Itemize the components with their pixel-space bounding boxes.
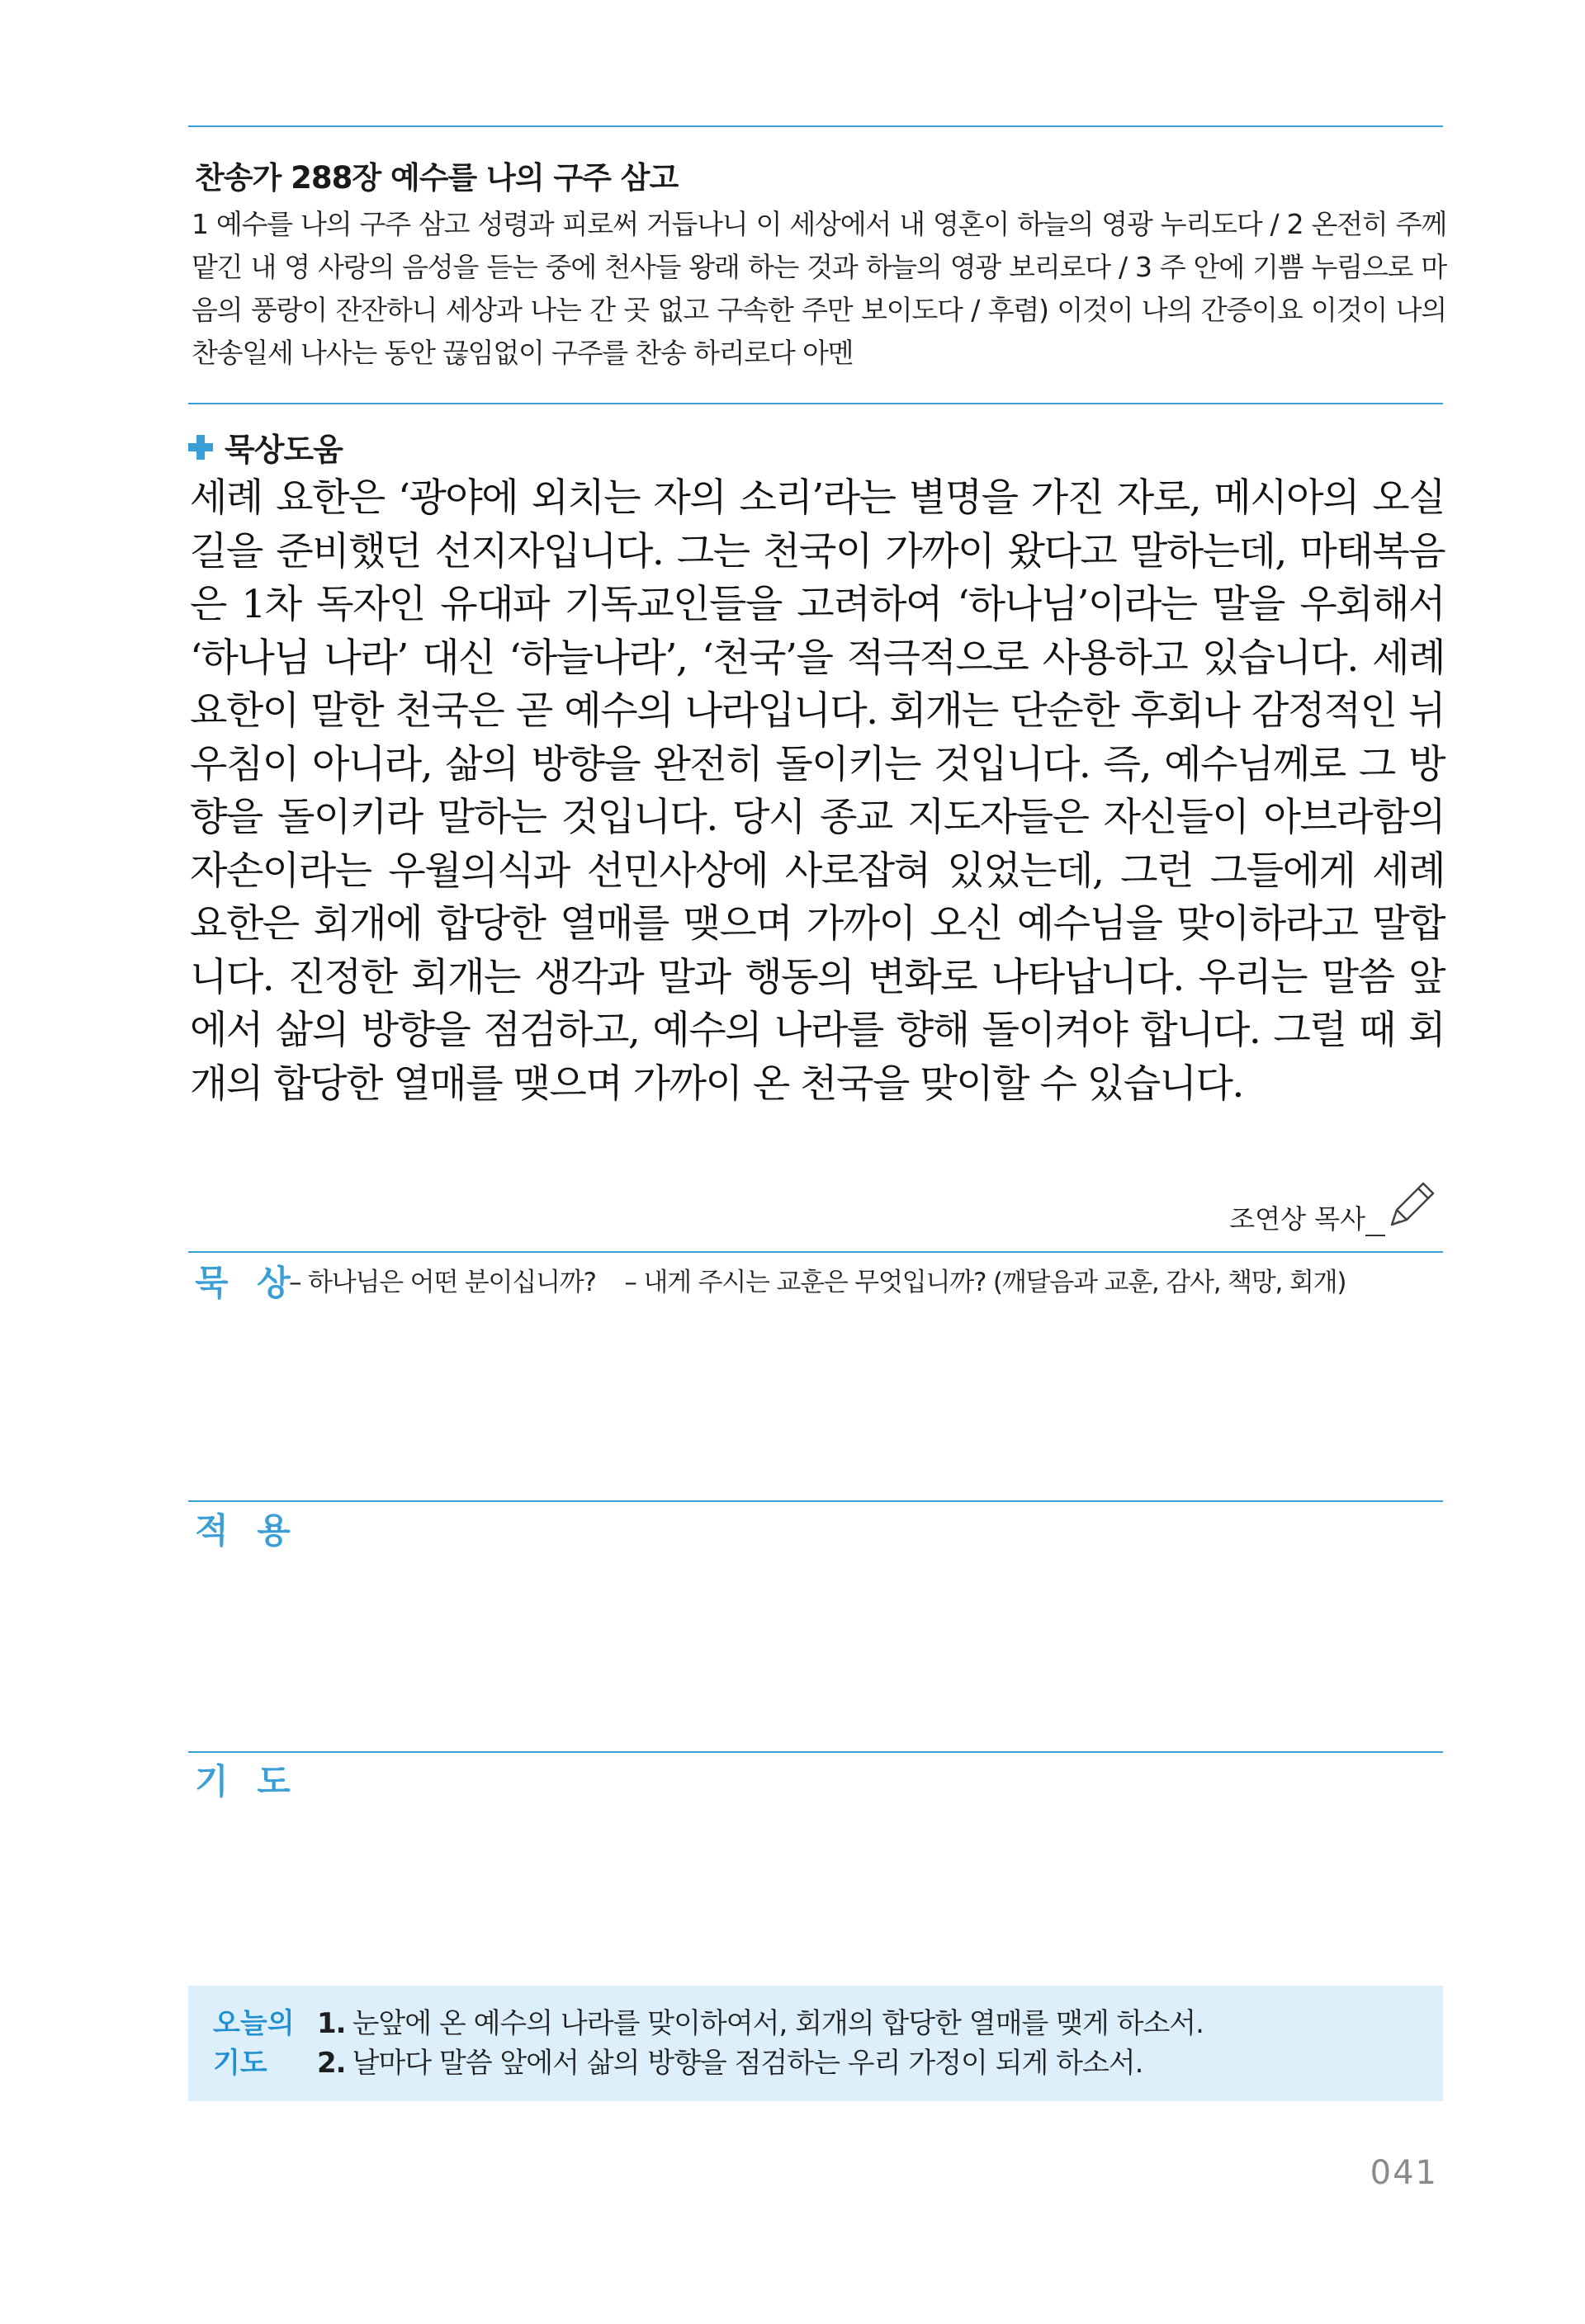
today-prayer-box — [188, 1986, 1443, 2101]
author-name: 조연상 목사 — [1229, 1203, 1365, 1235]
plus-icon — [188, 435, 213, 460]
pray-label: 기 도 — [195, 1761, 299, 1802]
page-number: 041 — [1370, 2154, 1438, 2192]
today-prayer-list — [317, 2004, 1204, 2083]
meditation-help-body: 세례 요한은 ‘광야에 외치는 자의 소리’라는 별명을 가진 자로, 메시아의 오실 길을 준비했던 선지자입니다. 그는 천국이 가까이 왔다고 말하는데, 마태복음은 1차 독자인 유대파 기독교인들을 고려하여 ‘하나님’이라는 말을 우회해서 ‘하나님 나라’ 대신 ‘하늘나라’, ‘천국’을 적극적으로 사용하고 있습니다. 세례 요한이 말한 천국은 곧 예수의 나라입니다. 회개는 단순한 후회나 감정적인 뉘우침이 아니라, 삶의 방향을 완전히 돌이키는 것입니다. 즉, 예수님께로 그 방향을 돌이키라 말하는 것입니다. 당시 종교 지도자들은 자신들이 아브라함의 자손이라는 우월의식과 선민사상에 사로잡혀 있었는데, 그런 그들에게 세례 요한은 회개에 합당한 열매를 맺으며 가까이 오신 예수님을 맞이하라고 말합니다. 진정한 회개는 생각과 말과 행동의 변화로 나타납니다. 우리는 말씀 앞에서 삶의 방향을 점검하고, 예수의 나라를 향해 돌이켜야 합니다. 그럴 때 회개의 합당한 열매를 맺으며 가까이 온 천국을 맞이할 수 있습니다. — [190, 475, 1445, 1107]
apply-label: 적 용 — [195, 1510, 299, 1551]
top-divider — [188, 125, 1443, 127]
apply-divider — [188, 1500, 1443, 1502]
hymn-lyrics: 1 예수를 나의 구주 삼고 성령과 피로써 거듭나니 이 세상에서 내 영혼이 하늘의 영광 누리도다 / 2 온전히 주께 맡긴 내 영 사랑의 음성을 듣는 중에 천사들 왕래 하는 것과 하늘의 영광 보리로다 / 3 주 안에 기쁨 누림으로 마음의 풍랑이 잔잔하니 세상과 나는 간 곳 없고 구속한 주만 보이도다 / 후렴) 이것이 나의 간증이요 이것이 나의 찬송일세 나사는 동안 끊임없이 구주를 찬송 하리로다 아멘 — [192, 208, 1446, 369]
prayer-item-text: 눈앞에 온 예수의 나라를 맞이하여서, 회개의 합당한 열매를 맺게 하소서. — [352, 2007, 1204, 2040]
prayer-item-number: 2. — [317, 2047, 346, 2080]
reflect-divider — [188, 1251, 1443, 1253]
reflect-questions — [289, 1261, 1367, 1298]
signature-line — [1365, 1210, 1385, 1236]
today-prayer-label: 오늘의 기도 — [213, 2007, 295, 2080]
meditation-help-title: 묵상도움 — [225, 432, 343, 468]
prayer-item-text: 날마다 말씀 앞에서 삶의 방향을 점검하는 우리 가정이 되게 하소서. — [352, 2047, 1143, 2080]
prayer-item — [317, 2043, 1204, 2083]
reflect-label: 묵 상 — [195, 1263, 299, 1303]
prayer-item — [317, 2004, 1204, 2043]
meditation-help-heading — [188, 424, 343, 470]
reflect-question-1: – 하나님은 어떤 분이십니까? — [289, 1268, 596, 1297]
hymn-title: 찬송가 288장 예수를 나의 구주 삼고 — [195, 160, 679, 196]
author-signature — [1229, 1179, 1436, 1236]
pencil-icon — [1385, 1179, 1436, 1236]
hymn-divider — [188, 403, 1443, 404]
pray-divider — [188, 1751, 1443, 1753]
prayer-item-number: 1. — [317, 2007, 346, 2040]
reflect-question-2: – 내게 주시는 교훈은 무엇입니까? (깨달음과 교훈, 감사, 책망, 회개) — [624, 1268, 1346, 1297]
